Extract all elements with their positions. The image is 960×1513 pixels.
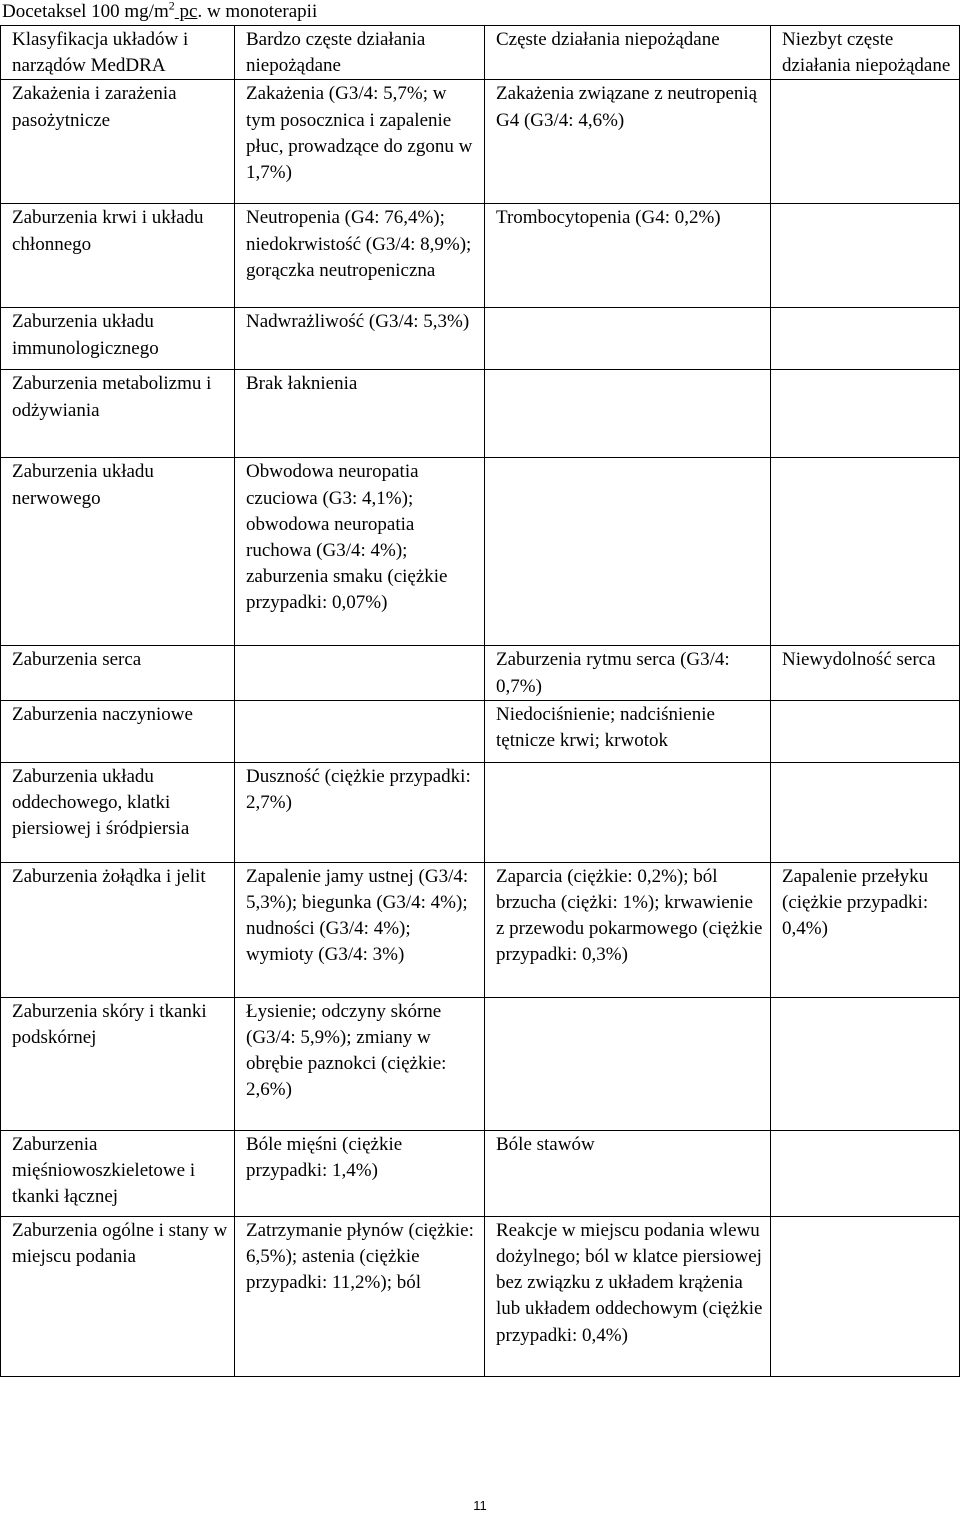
common-cell: Trombocytopenia (G4: 0,2%) bbox=[485, 204, 771, 308]
very-common-cell: Duszność (ciężkie przypadki: 2,7%) bbox=[235, 762, 485, 862]
very-common-cell: Zakażenia (G3/4: 5,7%; w tym posocznica i zapalenie płuc, prowadzące do zgonu w 1,7%) bbox=[235, 80, 485, 204]
common-cell: Niedociśnienie; nadciśnienie tętnicze krwi; krwotok bbox=[485, 700, 771, 762]
uncommon-cell: Zapalenie przełyku (ciężkie przypadki: 0,4%) bbox=[771, 862, 960, 997]
heading-superscript: 2 bbox=[168, 0, 175, 13]
uncommon-cell bbox=[771, 1130, 960, 1216]
soc-cell: Zaburzenia mięśniowoszkieletowe i tkanki łącznej bbox=[1, 1130, 235, 1216]
common-cell bbox=[485, 762, 771, 862]
common-cell: Bóle stawów bbox=[485, 1130, 771, 1216]
table-row bbox=[1, 700, 960, 762]
uncommon-cell bbox=[771, 80, 960, 204]
page-number: 11 bbox=[473, 1498, 487, 1513]
heading-prefix: Docetaksel 100 mg/m bbox=[2, 1, 169, 22]
heading-suffix: . w monoterapii bbox=[197, 1, 318, 22]
table-row bbox=[1, 997, 960, 1130]
adverse-reactions-table bbox=[0, 25, 960, 1377]
soc-cell: Zaburzenia żołądka i jelit bbox=[1, 862, 235, 997]
uncommon-cell bbox=[771, 1216, 960, 1376]
very-common-cell bbox=[235, 646, 485, 700]
soc-cell: Zaburzenia układu immunologicznego bbox=[1, 308, 235, 370]
table-row bbox=[1, 1216, 960, 1376]
very-common-cell: Obwodowa neuropatia czuciowa (G3: 4,1%); obwodowa neuropatia ruchowa (G3/4: 4%); zaburzenia smaku (ciężkie przypadki: 0,07%) bbox=[235, 458, 485, 646]
uncommon-cell bbox=[771, 370, 960, 458]
very-common-cell: Zapalenie jamy ustnej (G3/4: 5,3%); biegunka (G3/4: 4%); nudności (G3/4: 4%); wymioty (G3/4: 3%) bbox=[235, 862, 485, 997]
table-row bbox=[1, 204, 960, 308]
common-cell bbox=[485, 458, 771, 646]
header-soc: Klasyfikacja układów i narządów MedDRA bbox=[1, 26, 235, 80]
very-common-cell bbox=[235, 700, 485, 762]
uncommon-cell bbox=[771, 458, 960, 646]
very-common-cell: Nadwrażliwość (G3/4: 5,3%) bbox=[235, 308, 485, 370]
soc-cell: Zakażenia i zarażenia pasożytnicze bbox=[1, 80, 235, 204]
very-common-cell: Brak łaknienia bbox=[235, 370, 485, 458]
common-cell bbox=[485, 997, 771, 1130]
uncommon-cell bbox=[771, 308, 960, 370]
uncommon-cell: Niewydolność serca bbox=[771, 646, 960, 700]
common-cell: Zakażenia związane z neutropenią G4 (G3/4: 4,6%) bbox=[485, 80, 771, 204]
very-common-cell: Zatrzymanie płynów (ciężkie: 6,5%); astenia (ciężkie przypadki: 11,2%); ból bbox=[235, 1216, 485, 1376]
table-row bbox=[1, 80, 960, 204]
very-common-cell: Bóle mięśni (ciężkie przypadki: 1,4%) bbox=[235, 1130, 485, 1216]
common-cell bbox=[485, 370, 771, 458]
uncommon-cell bbox=[771, 997, 960, 1130]
soc-cell: Zaburzenia krwi i układu chłonnego bbox=[1, 204, 235, 308]
common-cell: Zaparcia (ciężkie: 0,2%); ból brzucha (ciężki: 1%); krwawienie z przewodu pokarmowego (ciężkie przypadki: 0,3%) bbox=[485, 862, 771, 997]
uncommon-cell bbox=[771, 700, 960, 762]
table-row bbox=[1, 762, 960, 862]
soc-cell: Zaburzenia układu nerwowego bbox=[1, 458, 235, 646]
very-common-cell: Neutropenia (G4: 76,4%); niedokrwistość (G3/4: 8,9%); gorączka neutropeniczna bbox=[235, 204, 485, 308]
soc-cell: Zaburzenia układu oddechowego, klatki piersiowej i śródpiersia bbox=[1, 762, 235, 862]
table-row bbox=[1, 308, 960, 370]
soc-cell: Zaburzenia naczyniowe bbox=[1, 700, 235, 762]
table-row bbox=[1, 458, 960, 646]
table-row bbox=[1, 862, 960, 997]
common-cell bbox=[485, 308, 771, 370]
uncommon-cell bbox=[771, 762, 960, 862]
table-row bbox=[1, 1130, 960, 1216]
soc-cell: Zaburzenia skóry i tkanki podskórnej bbox=[1, 997, 235, 1130]
document-heading bbox=[2, 0, 317, 24]
table-header-row bbox=[1, 26, 960, 80]
common-cell: Reakcje w miejscu podania wlewu dożylnego; ból w klatce piersiowej bez związku z układem krążenia lub układem oddechowym (ciężkie przypadki: 0,4%) bbox=[485, 1216, 771, 1376]
header-common: Częste działania niepożądane bbox=[485, 26, 771, 80]
soc-cell: Zaburzenia ogólne i stany w miejscu podania bbox=[1, 1216, 235, 1376]
table-row bbox=[1, 646, 960, 700]
heading-suffix-underlined: pc bbox=[174, 1, 198, 22]
header-very-common: Bardzo częste działania niepożądane bbox=[235, 26, 485, 80]
header-uncommon: Niezbyt częste działania niepożądane bbox=[771, 26, 960, 80]
very-common-cell: Łysienie; odczyny skórne (G3/4: 5,9%); zmiany w obrębie paznokci (ciężkie: 2,6%) bbox=[235, 997, 485, 1130]
common-cell: Zaburzenia rytmu serca (G3/4: 0,7%) bbox=[485, 646, 771, 700]
table-row bbox=[1, 370, 960, 458]
uncommon-cell bbox=[771, 204, 960, 308]
soc-cell: Zaburzenia serca bbox=[1, 646, 235, 700]
soc-cell: Zaburzenia metabolizmu i odżywiania bbox=[1, 370, 235, 458]
